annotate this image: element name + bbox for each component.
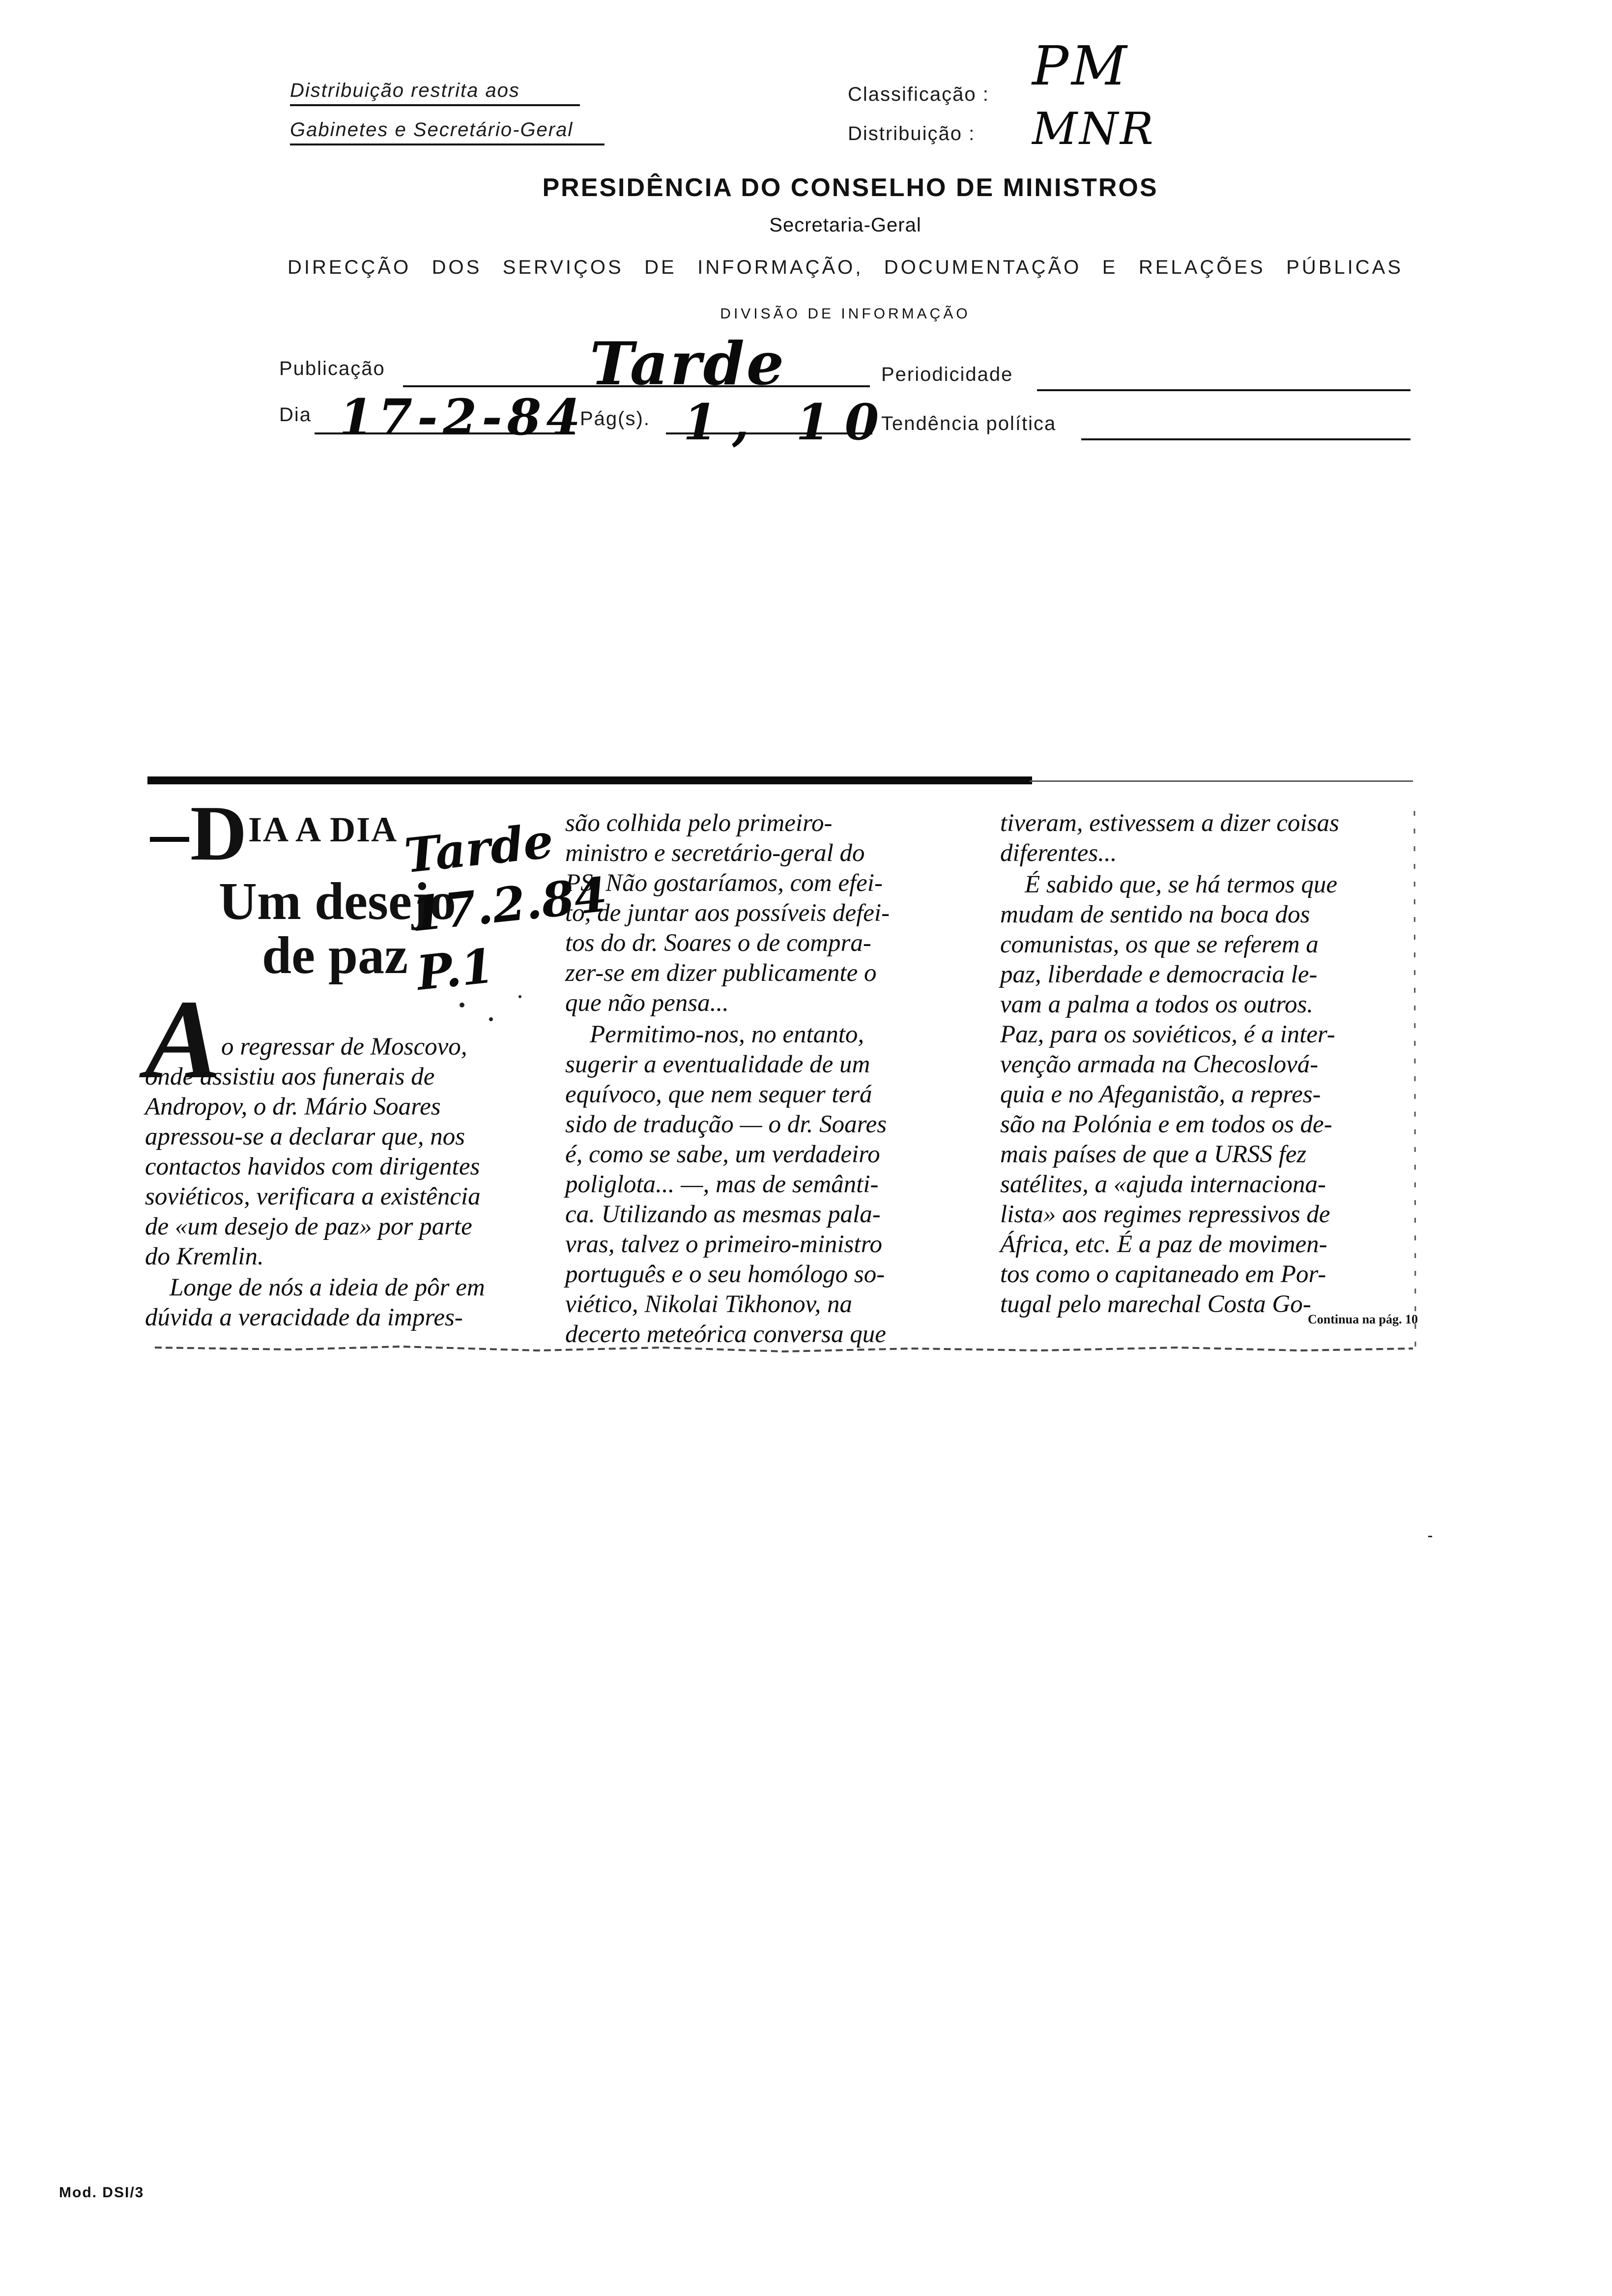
article-col1-para2: Longe de nós a ideia de pôr em dúvida a veracidade da impres- bbox=[145, 1274, 485, 1331]
section-initial: D bbox=[190, 789, 247, 877]
periodicidade-field bbox=[1037, 389, 1410, 391]
article-col1-para1: o regressar de Moscovo, onde assistiu aos funerais de Andropov, o dr. Mário Soares apressou-se a declarar que, nos contactos havidos com dirigentes soviéticos, verificara a existência de «um desejo de paz» por parte do Kremlin. bbox=[145, 1033, 481, 1270]
page-speck bbox=[1428, 1536, 1432, 1537]
print-speck bbox=[460, 1003, 464, 1007]
pags-label: Pág(s). bbox=[580, 408, 650, 430]
continua-note: Continua na pág. 10 bbox=[1308, 1312, 1418, 1326]
section-title: IA A DIA bbox=[248, 810, 398, 849]
publicacao-label: Publicação bbox=[279, 358, 385, 379]
article-col2-para1: são colhida pelo primeiro- ministro e secretário-geral do PS. Não gostaríamos, com efei- to, de juntar aos possíveis defei- tos do dr. Soares o de compra- zer-se em dizer publicamente o que não pensa... bbox=[565, 809, 890, 1017]
article-col3-para1: tiveram, estivessem a dizer coisas diferentes... bbox=[1000, 809, 1339, 867]
distribution-note-line1: Distribuição restrita aos bbox=[290, 80, 520, 101]
article-col3-para2: É sabido que, se há termos que mudam de sentido na boca dos comunistas, os que se referem a paz, liberdade e democracia le- vam a palma a todos os outros. Paz, para os soviéticos, é a inter- venção armada na Checoslová- quia e no Afeganistão, a repres- são na Polónia e em todos os de- mais países de que a URSS fez satélites, a «ajuda internaciona- lista» aos regimes repressivos de África, etc. É a paz de movimen- tos como o capitaneado em Por- tugal pelo marechal Costa Go- bbox=[1000, 871, 1338, 1318]
clipping-torn-edge bbox=[145, 1342, 1418, 1356]
distribution-note-line2: Gabinetes e Secretário-Geral bbox=[290, 119, 574, 141]
handwritten-classificacao: PM bbox=[1032, 34, 1130, 97]
distribuicao-label: Distribuição : bbox=[848, 123, 976, 144]
presidencia-title: PRESIDÊNCIA DO CONSELHO DE MINISTROS bbox=[542, 173, 1158, 202]
headline-line1: Um desejo bbox=[219, 872, 456, 931]
pags-handwritten: 1, 10 bbox=[683, 393, 894, 451]
distribution-note-rule1 bbox=[290, 104, 580, 106]
handwritten-distribuicao: MNR bbox=[1032, 103, 1155, 155]
drop-cap: A bbox=[145, 976, 221, 1102]
article-col2-para2: Permitimo-nos, no entanto, sugerir a eventualidade de um equívoco, que nem sequer terá sido de tradução — o dr. Soares é, como se sabe, um verdadeiro poliglota... —, mas de semânti- ca. Utilizando as mesmas pala- vras, talvez o primeiro-ministro português e o seu homólogo so- viético, Nikolai Tikhonov, na decerto meteórica conversa que bbox=[565, 1021, 887, 1348]
tendencia-label: Tendência política bbox=[881, 413, 1057, 434]
direccao-title: DIRECÇÃO DOS SERVIÇOS DE INFORMAÇÃO, DOCUMENTAÇÃO E RELAÇÕES PÚBLICAS bbox=[288, 257, 1403, 278]
clipping-right-edge bbox=[1410, 811, 1420, 1351]
print-speck bbox=[489, 1017, 493, 1021]
distribution-note-rule2 bbox=[290, 144, 604, 145]
clipping-top-rule bbox=[147, 776, 1032, 784]
clipping-handwritten-annotation: Tarde 17.2.84 P.1 bbox=[402, 813, 610, 1001]
headline-line2: de paz bbox=[262, 926, 408, 985]
print-speck bbox=[518, 995, 521, 998]
secretaria-subtitle: Secretaria-Geral bbox=[769, 214, 921, 236]
dia-label: Dia bbox=[279, 404, 312, 426]
section-dash bbox=[150, 837, 189, 842]
tendencia-field bbox=[1081, 438, 1410, 440]
form-code: Mod. DSI/3 bbox=[59, 2184, 144, 2201]
publicacao-handwritten: Tarde bbox=[590, 329, 786, 399]
periodicidade-label: Periodicidade bbox=[881, 364, 1013, 385]
clipping-top-rule-thin bbox=[1030, 780, 1413, 782]
divisao-title: DIVISÃO DE INFORMAÇÃO bbox=[720, 306, 971, 322]
dia-handwritten: 17-2-84 bbox=[339, 388, 585, 446]
newspaper-clipping bbox=[145, 772, 1418, 1369]
classificacao-label: Classificação : bbox=[848, 84, 989, 105]
